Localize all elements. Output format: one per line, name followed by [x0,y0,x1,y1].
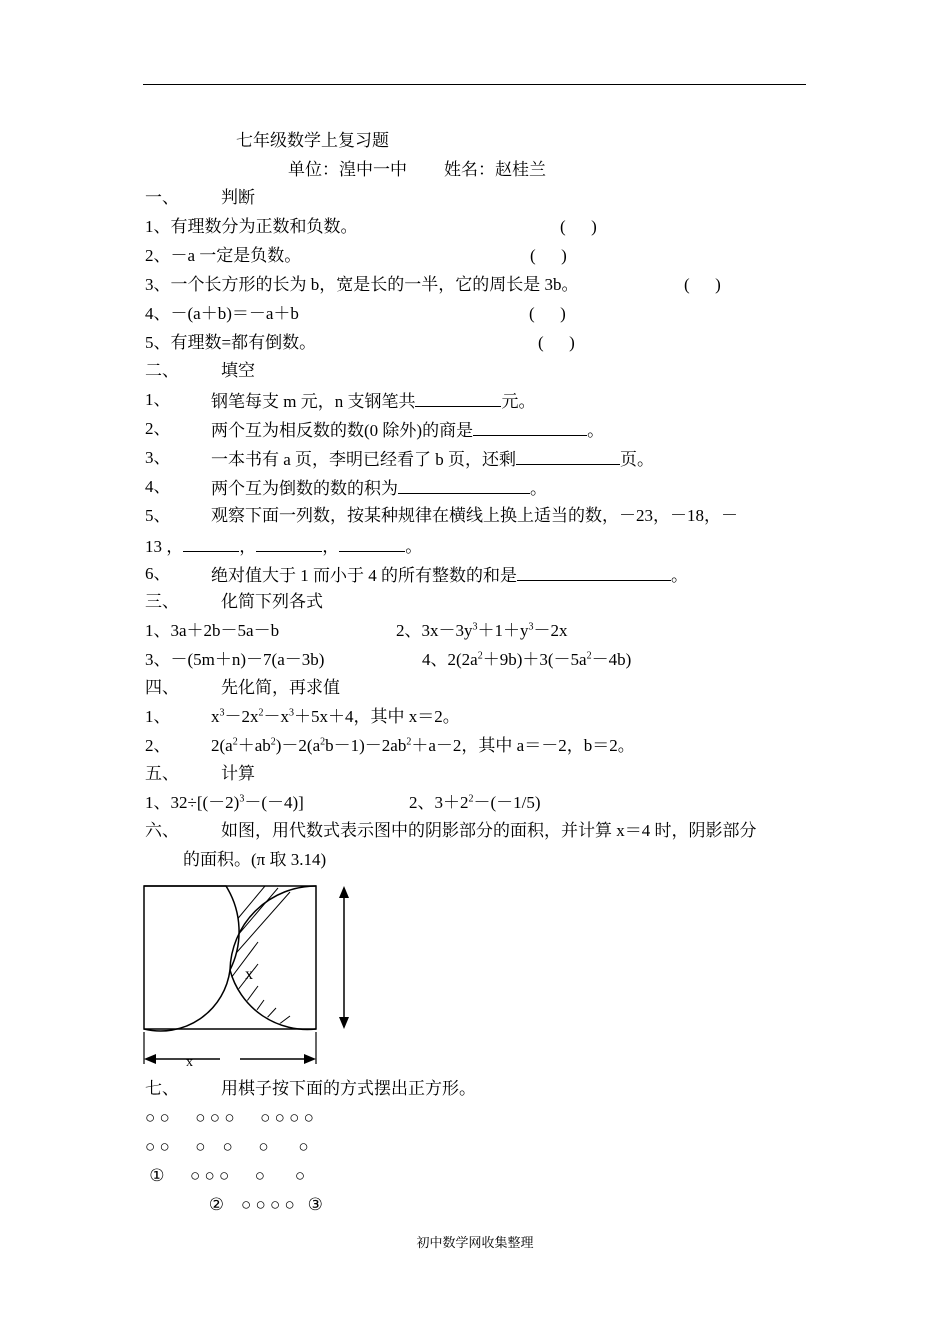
judge-item-5: 5、有理数=都有倒数。 [145,333,317,352]
section3-heading: 化简下列各式 [221,592,323,611]
evaluate-q2-part: )－2(a [275,736,321,755]
pattern-row-1: ○ ○ ○ ○ ○ ○ ○ ○ ○ [145,1108,314,1127]
exponent: 2 [406,736,412,748]
simplify-q1: 1、3a＋2b－5a－b [145,621,280,640]
section5-heading: 计算 [221,764,255,783]
figure-square [144,886,316,1029]
simplify-q4 [422,648,631,672]
shaded-area-figure [140,882,360,1072]
evaluate-q2-part: ＋ab [237,736,271,755]
pattern-row-4: ② ○ ○ ○ ○ ③ [145,1195,323,1214]
fill-item-4 [211,475,547,501]
compute-q1-part: 1、32÷[(－2) [145,793,240,812]
simplify-q2 [396,619,568,643]
judge-item-4: 4、－(a＋b)＝－a＋b [145,304,299,323]
exponent: 3 [239,793,245,805]
exponent: 2 [270,736,276,748]
fill-blank-3[interactable] [516,446,620,465]
fill-blank-1[interactable] [415,388,501,407]
section2-heading: 填空 [221,361,255,380]
section6-line2: 的面积。(π 取 3.14) [183,850,327,869]
judge-item-2: 2、－a 一定是负数。 [145,246,302,265]
fill-blank-5a[interactable] [183,533,239,552]
fill-item-1-number: 1、 [145,390,171,409]
fill-blank-4[interactable] [398,475,530,494]
judge-bracket-4[interactable]: ( ) [529,304,566,323]
fill-item-3-text: 一本书有 a 页，李明已经看了 b 页，还剩 [211,450,517,469]
fill-item-4-number: 4、 [145,477,171,496]
section1-heading: 判断 [221,188,255,207]
compute-q1 [145,791,304,815]
fill-item-2-text: 两个互为相反数的数(0 除外)的商是 [211,421,474,440]
compute-q2-part: 2、3＋2 [409,793,469,812]
evaluate-q2-part: ＋a－2，其中 a＝－2，b＝2。 [411,736,635,755]
fill-item-5-line1: 观察下面一列数，按某种规律在横线上换上适当的数，－23，－18，－ [211,506,738,525]
evaluate-q1-part: －2x [224,707,259,726]
exponent: 3 [289,707,294,719]
figure-label-x-bottom: x [186,1055,193,1070]
evaluate-q1 [211,705,460,729]
section7-heading: 用棋子按下面的方式摆出正方形。 [221,1079,476,1098]
exponent: 2 [258,707,264,719]
fill-item-1-text: 钢笔每支 m 元，n 支钢笔共 [211,392,416,411]
simplify-q4-part: －4b) [591,650,632,669]
fill-blank-5b[interactable] [256,533,322,552]
section2-number: 二、 [145,361,179,380]
fill-item-2 [211,417,604,443]
fill-item-5-line2 [145,533,422,559]
page-footer: 初中数学网收集整理 [416,1235,534,1250]
section5-number: 五、 [145,764,179,783]
fill-blank-2[interactable] [473,417,587,436]
fill-item-3-suffix: 页。 [620,450,655,469]
section4-heading: 先化简，再求值 [221,678,340,697]
unit-label: 单位：湟中一中 [288,160,407,179]
fill-item-3-number: 3、 [145,448,171,467]
fill-item-5-sep2: ， [322,537,340,556]
arrow-down-icon [339,1017,349,1029]
fill-item-1 [211,388,535,414]
compute-q2 [409,791,541,815]
section4-number: 四、 [145,678,179,697]
fill-blank-6[interactable] [517,562,671,581]
fill-item-5-end: 。 [405,537,423,556]
judge-bracket-5[interactable]: ( ) [538,333,575,352]
evaluate-q1-part: ＋5x＋4，其中 x＝2。 [294,707,460,726]
section3-number: 三、 [145,592,179,611]
fill-item-4-text: 两个互为倒数的数的积为 [211,479,398,498]
fill-item-2-number: 2、 [145,419,171,438]
evaluate-q1-part: －x [263,707,289,726]
evaluate-q1-part: x [211,707,220,726]
document-title: 七年级数学上复习题 [236,131,389,150]
fill-item-6-text: 绝对值大于 1 而小于 4 的所有整数的和是 [211,566,517,585]
section6-line1: 如图，用代数式表示图中的阴影部分的面积，并计算 x＝4 时，阴影部分 [221,821,757,840]
section1-number: 一、 [145,188,179,207]
exponent: 2 [468,793,474,805]
right-arc [230,886,316,1029]
fill-item-2-suffix: 。 [587,421,605,440]
evaluate-q2-part: b－1)－2ab [325,736,407,755]
simplify-q2-part: 2、3x－3y [396,621,473,640]
exponent: 3 [528,621,534,633]
judge-bracket-1[interactable]: ( ) [560,217,597,236]
section6-number: 六、 [145,821,179,840]
evaluate-q2 [211,734,635,758]
evaluate-q2-number: 2、 [145,736,171,755]
judge-item-1: 1、有理数分为正数和负数。 [145,217,358,236]
fill-item-3 [211,446,654,472]
arrow-right-icon [304,1054,316,1064]
compute-q2-part: －(－1/5) [473,793,541,812]
exponent: 2 [232,736,238,748]
left-arc [144,886,239,1031]
top-rule [143,84,806,85]
exponent: 3 [472,621,478,633]
judge-bracket-3[interactable]: ( ) [684,275,721,294]
fill-item-6-suffix: 。 [671,566,688,585]
simplify-q4-part: ＋9b)＋3(－5a [482,650,587,669]
compute-q1-part: －(－4)] [244,793,304,812]
fill-item-5-sep1: ， [239,537,257,556]
fill-item-5-start: 13 ， [145,537,184,556]
exponent: 2 [320,736,326,748]
arrow-left-icon [144,1054,156,1064]
exponent: 3 [219,707,225,719]
fill-item-5-number: 5、 [145,506,171,525]
fill-blank-5c[interactable] [339,533,405,552]
figure-label-x-center: x [245,966,253,983]
simplify-q2-part: －2x [533,621,568,640]
judge-item-3: 3、一个长方形的长为 b，宽是长的一半，它的周长是 3b。 [145,275,579,294]
author-label: 姓名：赵桂兰 [444,160,546,179]
pattern-row-2: ○ ○ ○ ○ ○ ○ [145,1137,309,1156]
exponent: 2 [586,650,592,662]
evaluate-q1-number: 1、 [145,707,171,726]
fill-item-6 [211,562,688,588]
fill-item-1-suffix: 元。 [501,392,536,411]
simplify-q2-part: ＋1＋y [477,621,529,640]
simplify-q3: 3、－(5m＋n)－7(a－3b) [145,650,325,669]
fill-item-6-number: 6、 [145,564,171,583]
pattern-row-3: ① ○ ○ ○ ○ ○ [145,1166,306,1185]
evaluate-q2-part: 2(a [211,736,233,755]
exponent: 2 [477,650,483,662]
section7-number: 七、 [145,1079,179,1098]
simplify-q4-part: 4、2(2a [422,650,478,669]
fill-item-4-suffix: 。 [530,479,547,498]
arrow-up-icon [339,886,349,898]
judge-bracket-2[interactable]: ( ) [530,246,567,265]
